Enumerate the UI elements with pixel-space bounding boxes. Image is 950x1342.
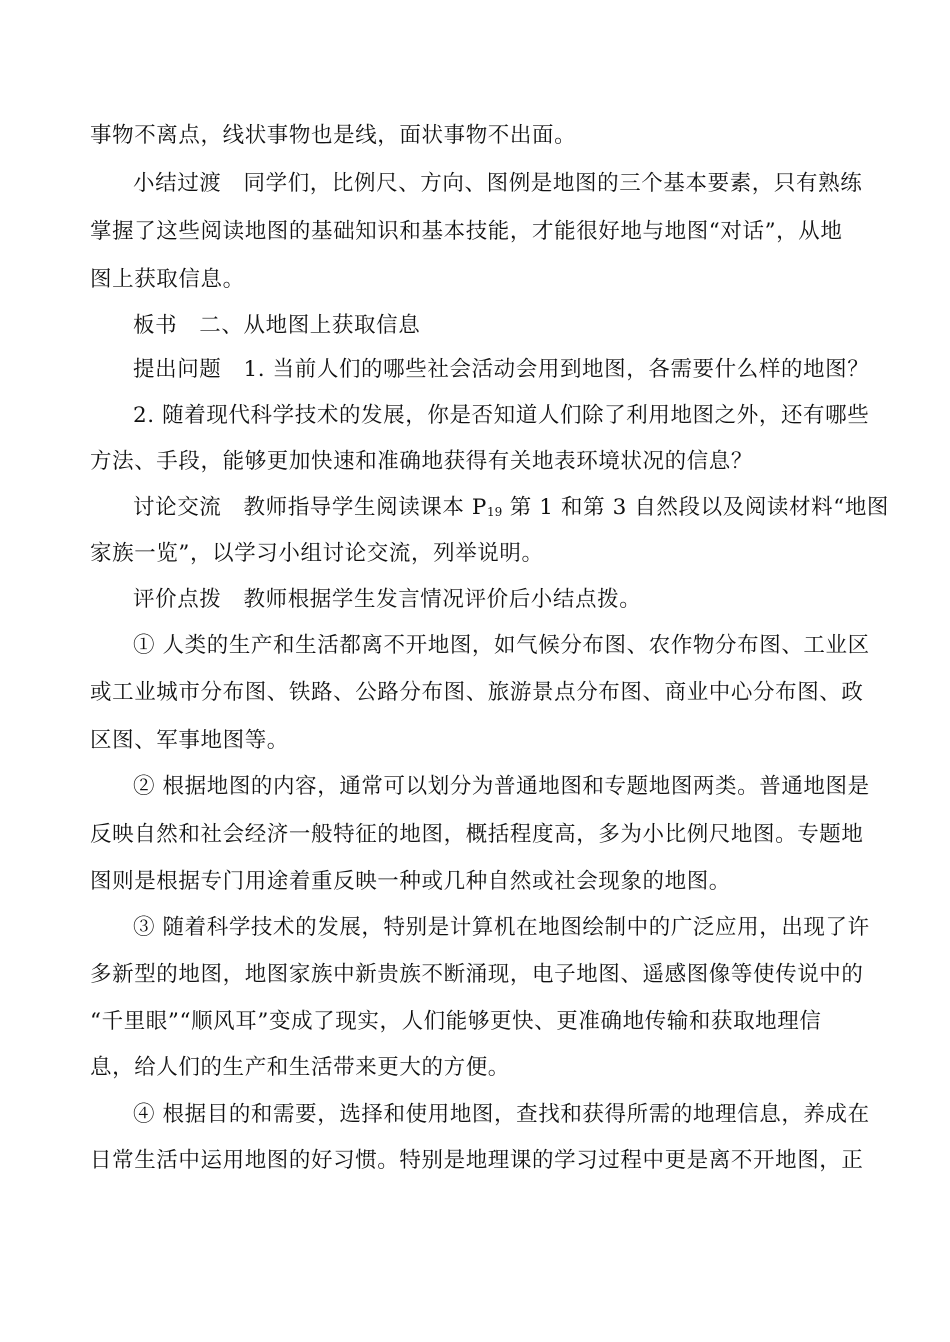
text-line: “千里眼”“顺风耳”变成了现实，人们能够更快、更准确地传输和获取地理信 (90, 1009, 822, 1034)
text-line: 小结过渡 同学们，比例尺、方向、图例是地图的三个基本要素，只有熟练 (133, 171, 863, 196)
text-line: 区图、军事地图等。 (90, 728, 289, 753)
text-line: 或工业城市分布图、铁路、公路分布图、旅游景点分布图、商业中心分布图、政 (90, 680, 864, 705)
text-line: 2. 随着现代科学技术的发展，你是否知道人们除了利用地图之外，还有哪些 (133, 403, 870, 428)
text-line: 反映自然和社会经济一般特征的地图，概括程度高，多为小比例尺地图。专题地 (90, 822, 864, 847)
text-line: 事物不离点，线状事物也是线，面状事物不出面。 (90, 123, 577, 148)
text-line: 图则是根据专门用途着重反映一种或几种自然或社会现象的地图。 (90, 869, 731, 894)
text-line: ② 根据地图的内容，通常可以划分为普通地图和专题地图两类。普通地图是 (133, 774, 870, 799)
text-line: 日常生活中运用地图的好习惯。特别是地理课的学习过程中更是离不开地图，正 (90, 1148, 864, 1173)
text-line: 掌握了这些阅读地图的基础知识和基本技能，才能很好地与地图“对话”，从地 (90, 219, 843, 244)
text-line: 提出问题 1. 当前人们的哪些社会活动会用到地图，各需要什么样的地图？ (133, 357, 870, 382)
text-line: ① 人类的生产和生活都离不开地图，如气候分布图、农作物分布图、工业区 (133, 633, 870, 658)
text-line: ③ 随着科学技术的发展，特别是计算机在地图绘制中的广泛应用，出现了许 (133, 915, 870, 940)
text-line: 方法、手段，能够更加快速和准确地获得有关地表环境状况的信息？ (90, 449, 754, 474)
text-segment: 第 1 和第 3 自然段以及阅读材料“地图 (502, 495, 890, 520)
page-subscript: 19 (487, 505, 503, 519)
text-line: 息，给人们的生产和生活带来更大的方便。 (90, 1055, 510, 1080)
text-line: 板书 二、从地图上获取信息 (133, 313, 421, 338)
text-line (133, 493, 890, 527)
text-segment: 讨论交流 教师指导学生阅读课本 P (133, 495, 488, 520)
text-line: 评价点拨 教师根据学生发言情况评价后小结点拨。 (133, 587, 642, 612)
text-line: 家族一览”，以学习小组讨论交流，列举说明。 (90, 541, 544, 566)
text-line: 图上获取信息。 (90, 267, 245, 292)
text-line: ④ 根据目的和需要，选择和使用地图，查找和获得所需的地理信息，养成在 (133, 1102, 870, 1127)
text-line: 多新型的地图，地图家族中新贵族不断涌现，电子地图、遥感图像等使传说中的 (90, 962, 864, 987)
